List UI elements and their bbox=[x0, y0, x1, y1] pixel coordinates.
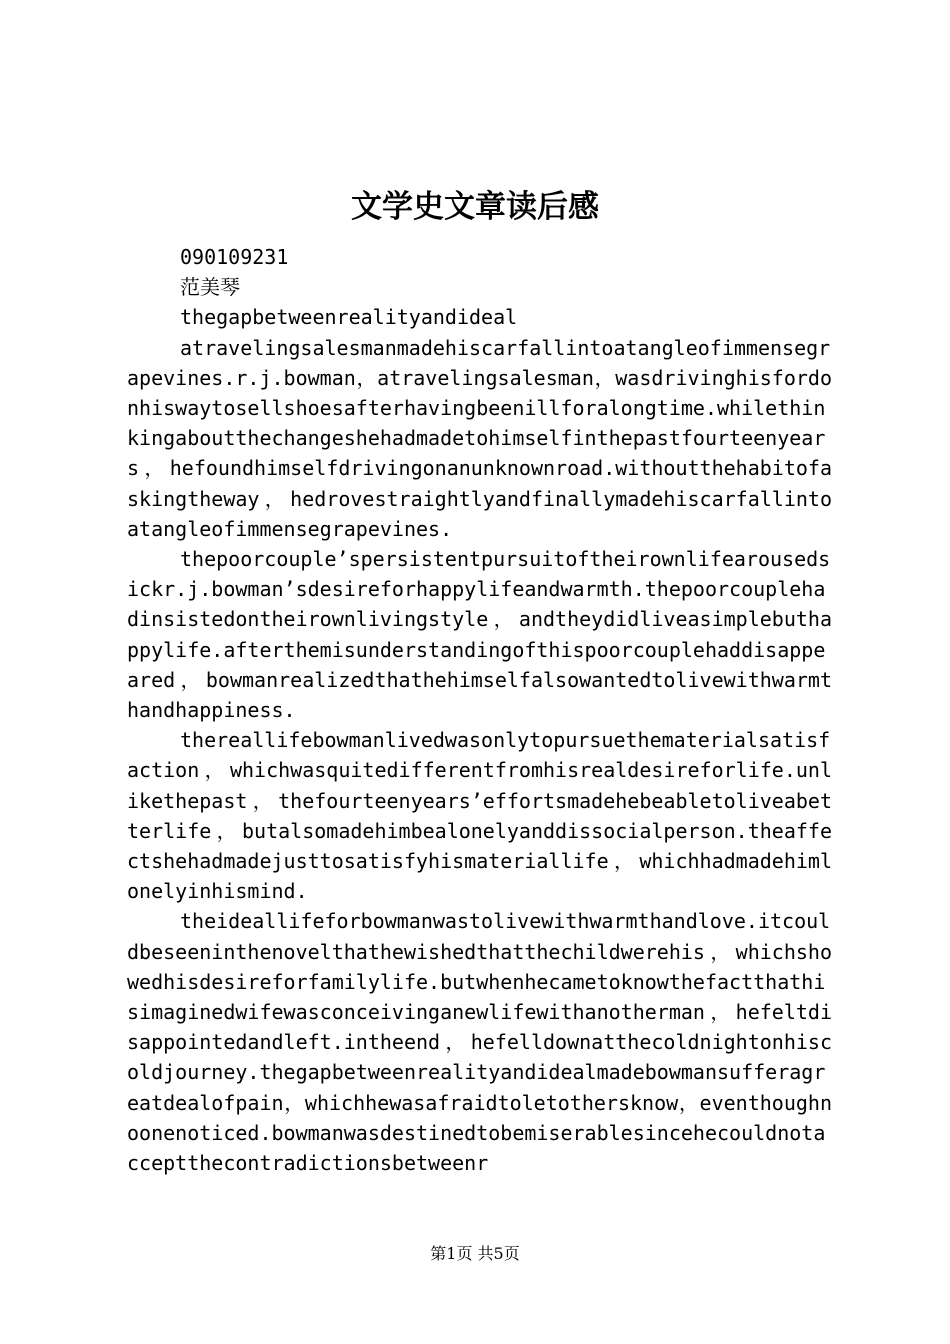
essay-heading: thegapbetweenrealityandideal bbox=[180, 305, 518, 330]
page-footer: 第1页 共5页 bbox=[430, 1244, 520, 1263]
document-body bbox=[127, 242, 832, 1178]
body-paragraph: thepoorcouple’spersistentpursuitoftheirownlifearousedsickr.j.bowman’sdesireforhappylifeandwarmth.thepoorcouplehadinsistedontheirownlivingstyle，andtheydidliveasimplebuthappylife.afterthemisunderstandingofthispoorcouplehaddisappeared，bowmanrealizedthathehimselfalsowantedtolivewithwarmthandhappiness. bbox=[127, 547, 832, 723]
body-paragraph: theideallifeforbowmanwastolivewithwarmthandlove.itcouldbeseeninthenovelthathewishedthatthechildwerehis，whichshowedhisdesireforfamilylife.butwhenhecametoknowthefactthathisimaginedwifewasconceivinganewlifewithanotherman，hefeltdisappointedandleft.intheend，hefelldownatthecoldnightonhiscoldjourney.thegapbetweenrealityandidealmadebowmansufferagreatdealofpain，whichhewasafraidtoletothersknow，eventhoughnoonenoticed.bowmanwasdestinedtobemiserablesincehecouldnotacceptthecontradictionsbetweenr bbox=[127, 909, 832, 1176]
author-name: 范美琴 bbox=[180, 275, 240, 300]
body-paragraph: thereallifebowmanlivedwasonlytopursuethematerialsatisfaction，whichwasquitedifferentfromhisrealdesireforlife.unlikethepast，thefourteenyears’effortsmadehebeabletoliveabetterlife，butalsomadehimbealonelyanddissocialperson.theaffectshehadmadejusttosatisfyhismateriallife，whichhadmadehimlonelyinhismind. bbox=[127, 728, 832, 904]
student-id: 090109231 bbox=[180, 245, 289, 269]
body-paragraph: atravelingsalesmanmadehiscarfallintoatangleofimmensegrapevines.r.j.bowman，atravelingsalesman，wasdrivinghisfordonhiswaytosellshoesafterhavingbeenillforalongtime.whilethinkingaboutthechangeshehadmadetohimselfinthepastfourteenyears，hefoundhimselfdrivingonanunknownroad.withoutthehabitofaskingtheway，hedrovestraightlyandfinallymadehiscarfallintoatangleofimmensegrapevines. bbox=[127, 335, 832, 541]
document-title: 文学史文章读后感 bbox=[351, 189, 599, 225]
